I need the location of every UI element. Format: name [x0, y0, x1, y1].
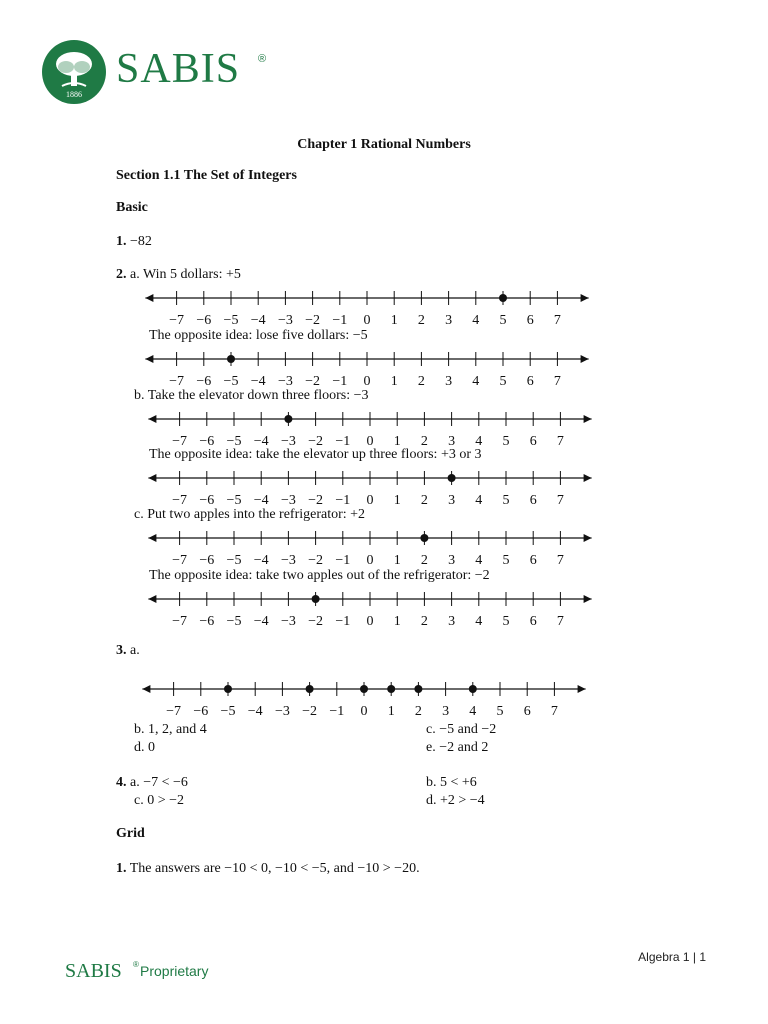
tick-label: 0 [360, 704, 368, 719]
tick-label: −5 [226, 553, 242, 568]
answer-3c: c. −5 and −2 [426, 722, 497, 737]
tick-label: −3 [280, 493, 296, 508]
brand-name: SABIS [116, 46, 241, 92]
tick-label: −7 [172, 553, 188, 568]
answer-3e: e. −2 and 2 [426, 740, 489, 755]
tick-label: 2 [417, 313, 425, 328]
answer-line: c. Put two apples into the refrigerator: +2 [134, 507, 366, 522]
left-arrow-icon [145, 294, 153, 302]
tick-label: −6 [199, 553, 215, 568]
tick-label: 5 [502, 493, 510, 508]
question-number: 2. [116, 267, 127, 282]
footer-registered-mark: ® [133, 960, 139, 969]
tick-label: 7 [556, 614, 564, 629]
answer-3d: d. 0 [134, 740, 155, 755]
tick-label: −3 [280, 614, 296, 629]
right-arrow-icon [581, 294, 589, 302]
tick-label: −6 [199, 493, 215, 508]
tick-label: 7 [556, 493, 564, 508]
tick-label: 6 [523, 704, 531, 719]
tick-label: 5 [499, 374, 507, 389]
tick-label: −3 [277, 313, 293, 328]
left-arrow-icon [148, 415, 156, 423]
right-arrow-icon [581, 355, 589, 363]
question-4a [116, 775, 188, 791]
tick-label: 3 [445, 313, 453, 328]
tick-label: 7 [556, 434, 564, 449]
number-line [0, 460, 768, 508]
plotted-point [448, 474, 456, 482]
grid-heading: Grid [116, 826, 145, 841]
tick-label: 6 [529, 553, 537, 568]
answer-line: The opposite idea: take two apples out of the refrigerator: −2 [149, 568, 490, 583]
tick-label: −6 [193, 704, 209, 719]
tick-label: −4 [253, 493, 269, 508]
tick-label: 0 [363, 313, 371, 328]
footer-proprietary: Proprietary [140, 963, 209, 979]
tick-label: −7 [172, 493, 188, 508]
tick-label: 7 [556, 553, 564, 568]
right-arrow-icon [584, 595, 592, 603]
tick-label: 1 [390, 374, 398, 389]
tick-label: −3 [280, 553, 296, 568]
number-line [0, 520, 768, 568]
number-line [0, 341, 768, 389]
tick-label: 2 [417, 374, 425, 389]
answer-text: a. −7 < −6 [130, 775, 188, 790]
tick-label: 5 [502, 553, 510, 568]
answer-3b: b. 1, 2, and 4 [134, 722, 207, 737]
footer-brand: SABIS [65, 960, 122, 982]
tick-label: −5 [220, 704, 236, 719]
tick-label: −5 [226, 493, 242, 508]
tick-label: −2 [308, 434, 324, 449]
section-heading: Section 1.1 The Set of Integers [116, 168, 297, 183]
tick-label: 6 [529, 434, 537, 449]
left-arrow-icon [142, 685, 150, 693]
tick-label: −4 [247, 704, 263, 719]
tick-label: −7 [172, 434, 188, 449]
tick-label: 3 [442, 704, 450, 719]
tick-label: −1 [335, 553, 351, 568]
tick-label: 7 [553, 374, 561, 389]
question-number: 3. [116, 643, 127, 658]
tick-label: 1 [393, 434, 401, 449]
tick-label: −6 [199, 434, 215, 449]
tick-label: 4 [475, 493, 483, 508]
tick-label: 0 [363, 374, 371, 389]
tick-label: −4 [250, 374, 266, 389]
tick-label: 6 [529, 493, 537, 508]
tick-label: 1 [393, 614, 401, 629]
tick-label: 5 [502, 434, 510, 449]
plotted-point [360, 685, 368, 693]
tick-label: 1 [387, 704, 395, 719]
plotted-point [306, 685, 314, 693]
answer-text: a. Win 5 dollars: +5 [130, 267, 241, 282]
tick-label: 2 [420, 553, 428, 568]
tick-label: 5 [496, 704, 504, 719]
tick-label: 4 [472, 313, 480, 328]
tick-label: −6 [199, 614, 215, 629]
plotted-point [414, 685, 422, 693]
tick-label: −4 [253, 614, 269, 629]
answer-text: The answers are −10 < 0, −10 < −5, and −10 > −20. [129, 861, 420, 876]
question-3a [116, 643, 140, 659]
plotted-point [469, 685, 477, 693]
plotted-point [284, 415, 292, 423]
tick-label: −3 [274, 704, 290, 719]
tick-label: 0 [366, 553, 374, 568]
tick-label: 2 [420, 434, 428, 449]
tick-label: 4 [475, 614, 483, 629]
right-arrow-icon [584, 415, 592, 423]
tick-label: 3 [448, 614, 456, 629]
left-arrow-icon [148, 534, 156, 542]
tick-label: 7 [550, 704, 558, 719]
tick-label: 4 [475, 434, 483, 449]
left-arrow-icon [145, 355, 153, 363]
tick-label: −1 [332, 374, 348, 389]
tick-label: −7 [169, 374, 185, 389]
answer-4c: c. 0 > −2 [134, 793, 185, 808]
tick-label: −2 [302, 704, 318, 719]
tick-label: −5 [223, 313, 239, 328]
answer-line: The opposite idea: take the elevator up three floors: +3 or 3 [149, 447, 482, 462]
tick-label: −7 [169, 313, 185, 328]
tick-label: 0 [366, 434, 374, 449]
plotted-point [420, 534, 428, 542]
question-1 [116, 234, 152, 250]
tick-label: −5 [223, 374, 239, 389]
number-line [0, 401, 768, 449]
tick-label: −1 [332, 313, 348, 328]
tick-label: 3 [448, 493, 456, 508]
tick-label: 6 [526, 313, 534, 328]
right-arrow-icon [584, 474, 592, 482]
tick-label: 7 [553, 313, 561, 328]
tree-icon [42, 40, 106, 104]
tick-label: 0 [366, 493, 374, 508]
tick-label: 4 [475, 553, 483, 568]
tick-label: 3 [448, 434, 456, 449]
tick-label: 6 [526, 374, 534, 389]
tick-label: −6 [196, 313, 212, 328]
answer-text: a. [130, 643, 140, 658]
tick-label: 1 [390, 313, 398, 328]
tick-label: 1 [393, 493, 401, 508]
tick-label: −1 [335, 434, 351, 449]
logo-year: 1886 [66, 90, 82, 99]
tick-label: −2 [305, 313, 321, 328]
tick-label: −1 [335, 493, 351, 508]
tick-label: −2 [305, 374, 321, 389]
right-arrow-icon [578, 685, 586, 693]
grid-question-1 [116, 861, 420, 877]
tick-label: −2 [308, 493, 324, 508]
plotted-point [387, 685, 395, 693]
tick-label: 3 [448, 553, 456, 568]
registered-mark: ® [258, 53, 267, 65]
tick-label: 0 [366, 614, 374, 629]
tick-label: 4 [472, 374, 480, 389]
answer-line: The opposite idea: lose five dollars: −5 [149, 328, 368, 343]
tick-label: −2 [308, 553, 324, 568]
tick-label: 4 [469, 704, 477, 719]
tick-label: −4 [250, 313, 266, 328]
tick-label: 5 [502, 614, 510, 629]
tick-label: −5 [226, 614, 242, 629]
tick-label: 3 [445, 374, 453, 389]
tick-label: 2 [420, 493, 428, 508]
tick-label: −6 [196, 374, 212, 389]
plotted-point [499, 294, 507, 302]
tick-label: −7 [172, 614, 188, 629]
tick-label: −2 [308, 614, 324, 629]
left-arrow-icon [148, 474, 156, 482]
answer-line: b. Take the elevator down three floors: −3 [134, 388, 369, 403]
answer-text: −82 [130, 234, 152, 249]
plotted-point [227, 355, 235, 363]
right-arrow-icon [584, 534, 592, 542]
tick-label: −4 [253, 553, 269, 568]
answer-4d: d. +2 > −4 [426, 793, 485, 808]
tick-label: 5 [499, 313, 507, 328]
tick-label: 6 [529, 614, 537, 629]
question-number: 1. [116, 234, 127, 249]
plotted-point [312, 595, 320, 603]
answer-4b: b. 5 < +6 [426, 775, 477, 790]
basic-heading: Basic [116, 200, 148, 215]
tick-label: −1 [335, 614, 351, 629]
page-title: Chapter 1 Rational Numbers [297, 137, 471, 152]
question-number: 4. [116, 775, 127, 790]
sabis-logo-emblem [42, 40, 106, 104]
number-line [0, 581, 768, 629]
page-number: Algebra 1 | 1 [638, 950, 706, 964]
tick-label: 2 [414, 704, 422, 719]
left-arrow-icon [148, 595, 156, 603]
tick-label: −3 [277, 374, 293, 389]
tick-label: 2 [420, 614, 428, 629]
tick-label: 1 [393, 553, 401, 568]
tick-label: −4 [253, 434, 269, 449]
tick-label: −5 [226, 434, 242, 449]
number-line [0, 671, 768, 719]
plotted-point [224, 685, 232, 693]
tick-label: −7 [166, 704, 182, 719]
tick-label: −3 [280, 434, 296, 449]
number-line [0, 280, 768, 328]
tick-label: −1 [329, 704, 345, 719]
question-number: 1. [116, 861, 127, 876]
